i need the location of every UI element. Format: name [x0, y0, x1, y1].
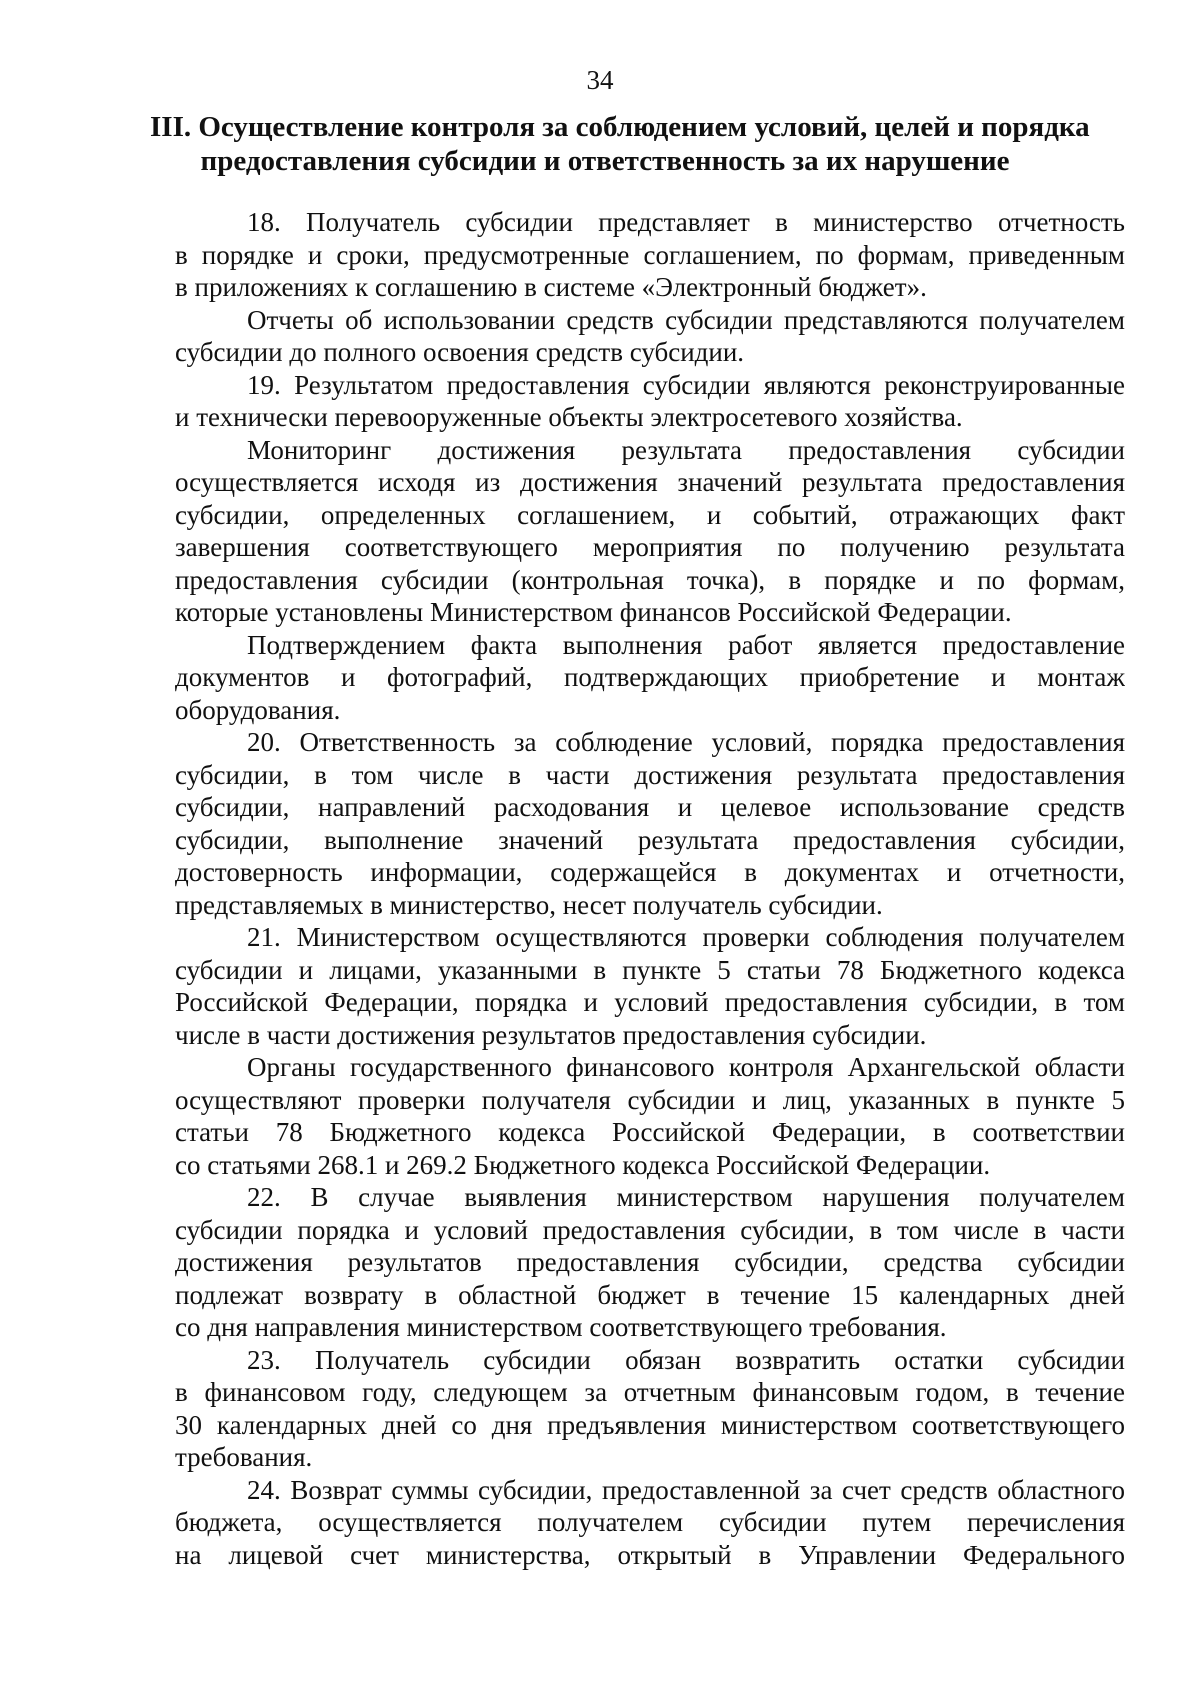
section-heading [150, 110, 1090, 178]
text-line: со дня направления министерством соответствующего требования. [175, 1312, 947, 1342]
text-line: оборудования. [175, 694, 341, 725]
text-line: субсидии, определенных соглашением, и событий, отражающих факт [175, 499, 1125, 530]
text-line: Подтверждением факта выполнения работ является предоставление [247, 629, 1125, 660]
text-line: со статьями 268.1 и 269.2 Бюджетного кодекса Российской Федерации. [175, 1149, 991, 1180]
text-line: документов и фотографий, подтверждающих приобретение и монтаж [175, 662, 1125, 692]
text-line: осуществляют проверки получателя субсидии и лиц, указанных в пункте 5 [175, 1084, 1125, 1115]
text-line: субсидии, в том числе в части достижения результата предоставления [175, 759, 1125, 790]
text-line: субсидии и лицами, указанными в пункте 5 статьи 78 Бюджетного кодекса [175, 954, 1125, 985]
text-line: 23. Получатель субсидии обязан возвратить остатки субсидии [247, 1344, 1125, 1375]
text-line: достоверность информации, содержащейся в документах и отчетности, [175, 857, 1125, 887]
text-line: 20. Ответственность за соблюдение условий, порядка предоставления [247, 727, 1125, 757]
text-line: которые установлены Министерством финансов Российской Федерации. [175, 597, 1012, 627]
text-line: и технически перевооруженные объекты электросетевого хозяйства. [175, 402, 963, 432]
text-line: 19. Результатом предоставления субсидии являются реконструированные [247, 369, 1125, 400]
text-line: на лицевой счет министерства, открытый в Управлении Федерального [175, 1539, 1125, 1570]
text-line: требования. [175, 1442, 313, 1472]
text-line: в приложениях к соглашению в системе «Электронный бюджет». [175, 272, 927, 302]
text-line: завершения соответствующего мероприятия по получению результата [175, 532, 1125, 562]
text-line: числе в части достижения результатов предоставления субсидии. [175, 1019, 927, 1050]
section-heading-line-2: предоставления субсидии и ответственность за их нарушение [200, 145, 1010, 177]
text-line: Российской Федерации, порядка и условий предоставления субсидии, в том [175, 987, 1125, 1017]
text-line: 18. Получатель субсидии представляет в министерство отчетность [247, 207, 1125, 237]
text-line: в финансовом году, следующем за отчетным финансовым годом, в течение [175, 1377, 1125, 1407]
text-line: бюджета, осуществляется получателем субсидии путем перечисления [175, 1507, 1125, 1537]
text-line: подлежат возврату в областной бюджет в течение 15 календарных дней [175, 1279, 1125, 1310]
section-heading-line-1: III. Осуществление контроля за соблюдением условий, целей и порядка [150, 111, 1090, 143]
text-line: 22. В случае выявления министерством нарушения получателем [247, 1182, 1125, 1212]
text-line: осуществляется исходя из достижения значений результата предоставления [175, 467, 1125, 497]
document-body [175, 206, 1125, 1571]
text-line: 24. Возврат суммы субсидии, предоставленной за счет средств областного [247, 1474, 1125, 1505]
text-line: представляемых в министерство, несет получатель субсидии. [175, 889, 883, 920]
text-line: статьи 78 Бюджетного кодекса Российской Федерации, в соответствии [175, 1117, 1125, 1147]
text-line: субсидии порядка и условий предоставления субсидии, в том числе в части [175, 1214, 1125, 1245]
text-line: Органы государственного финансового контроля Архангельской области [247, 1052, 1125, 1082]
text-line: достижения результатов предоставления субсидии, средства субсидии [175, 1247, 1125, 1277]
text-line: Мониторинг достижения результата предоставления субсидии [247, 434, 1125, 465]
text-line: 30 календарных дней со дня предъявления министерством соответствующего [175, 1409, 1125, 1440]
text-line: предоставления субсидии (контрольная точка), в порядке и по формам, [175, 564, 1125, 595]
text-line: в порядке и сроки, предусмотренные соглашением, по формам, приведенным [175, 239, 1125, 270]
text-line: субсидии, выполнение значений результата предоставления субсидии, [175, 824, 1125, 855]
page-number: 34 [586, 65, 614, 95]
text-line: субсидии, направлений расходования и целевое использование средств [175, 792, 1125, 822]
text-line: субсидии до полного освоения средств субсидии. [175, 337, 745, 367]
text-line: 21. Министерством осуществляются проверки соблюдения получателем [247, 922, 1125, 952]
text-line: Отчеты об использовании средств субсидии представляются получателем [247, 304, 1125, 335]
